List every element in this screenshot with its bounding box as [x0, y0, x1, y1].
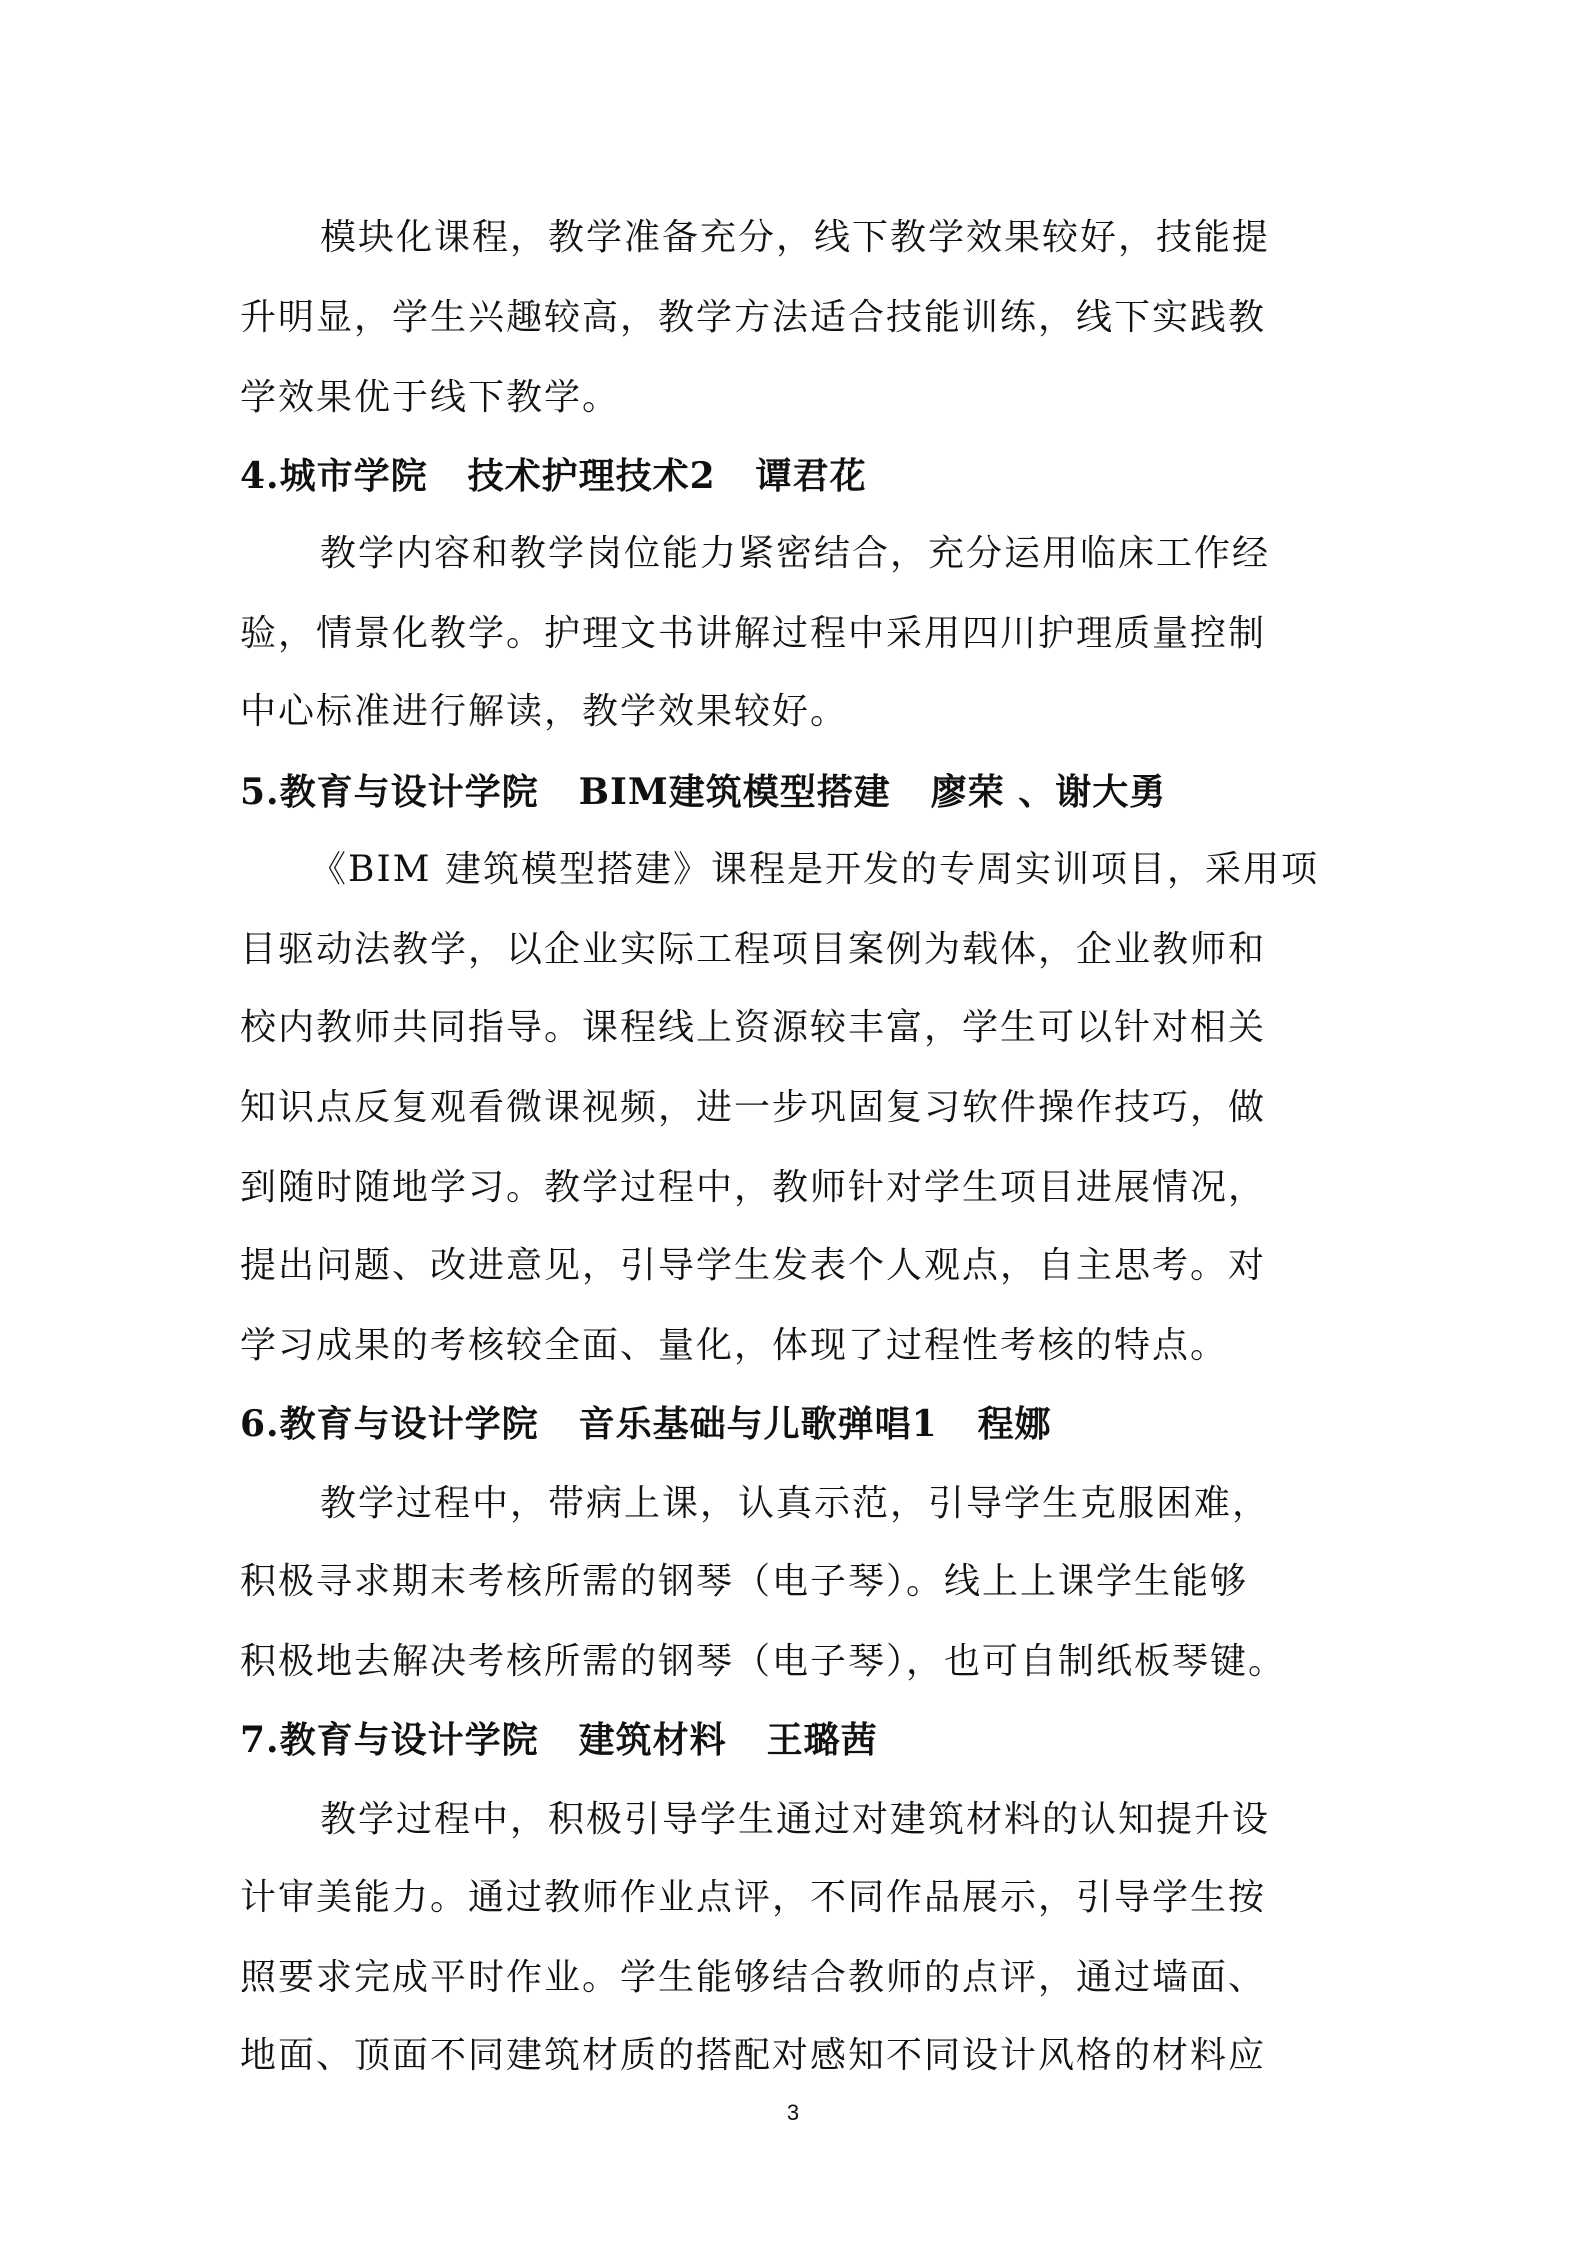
- heading-course: 建筑材料: [578, 1719, 727, 1761]
- heading-teacher: 谭君花: [755, 455, 867, 497]
- paragraph-line: 知识点反复观看微课视频，进一步巩固复习软件操作技巧，做: [240, 1087, 1267, 1128]
- paragraph-line: 《BIM 建筑模型搭建》课程是开发的专周实训项目，采用项: [310, 849, 1319, 890]
- heading-teacher: 程娜: [977, 1403, 1052, 1445]
- paragraph-line: 升明显，学生兴趣较高，教学方法适合技能训练，线下实践教: [240, 297, 1267, 338]
- paragraph-line: 教学过程中，带病上课，认真示范，引导学生克服困难，: [320, 1483, 1271, 1524]
- paragraph-line: 地面、顶面不同建筑材质的搭配对感知不同设计风格的材料应: [240, 2035, 1267, 2076]
- heading-number: 7.: [240, 1719, 280, 1761]
- paragraph-line: 学习成果的考核较全面、量化，体现了过程性考核的特点。: [240, 1325, 1229, 1366]
- paragraph-line: 校内教师共同指导。课程线上资源较丰富，学生可以针对相关: [240, 1007, 1267, 1048]
- paragraph-line: 验，情景化教学。护理文书讲解过程中采用四川护理质量控制: [240, 613, 1267, 654]
- paragraph-line: 学效果优于线下教学。: [240, 377, 621, 418]
- heading-college: 城市学院: [279, 455, 428, 497]
- page-number: 3: [786, 2100, 800, 2125]
- paragraph-line: 到随时随地学习。教学过程中，教师针对学生项目进展情况，: [240, 1167, 1267, 1208]
- section-heading-6: [240, 1400, 1052, 1448]
- heading-number: 4.: [240, 455, 280, 497]
- heading-number: 6.: [240, 1403, 280, 1445]
- section-heading-7: [240, 1716, 878, 1764]
- section-heading-5: [240, 768, 1166, 816]
- heading-number: 5.: [240, 771, 280, 813]
- paragraph-line: 计审美能力。通过教师作业点评，不同作品展示，引导学生按: [240, 1877, 1267, 1918]
- paragraph-line: 提出问题、改进意见，引导学生发表个人观点，自主思考。对: [240, 1245, 1267, 1286]
- paragraph-line: 教学过程中，积极引导学生通过对建筑材料的认知提升设: [320, 1799, 1271, 1840]
- paragraph-line: 积极寻求期末考核所需的钢琴（电子琴）。线上上课学生能够: [240, 1561, 1249, 1602]
- heading-course: BIM建筑模型搭建: [578, 771, 891, 813]
- paragraph-line: 模块化课程，教学准备充分，线下教学效果较好，技能提: [320, 217, 1271, 258]
- heading-teacher: 王璐茜: [766, 1719, 878, 1761]
- heading-college: 教育与设计学院: [279, 1719, 539, 1761]
- section-heading-4: [240, 452, 867, 500]
- heading-college: 教育与设计学院: [279, 1403, 539, 1445]
- paragraph-line: 照要求完成平时作业。学生能够结合教师的点评，通过墙面、: [240, 1957, 1267, 1998]
- paragraph-line: 中心标准进行解读，教学效果较好。: [240, 691, 849, 732]
- heading-teacher: 廖荣 、谢大勇: [930, 771, 1167, 813]
- heading-college: 教育与设计学院: [279, 771, 539, 813]
- heading-course: 技术护理技术2: [467, 455, 716, 497]
- heading-course: 音乐基础与儿歌弹唱1: [578, 1403, 938, 1445]
- paragraph-line: 积极地去解决考核所需的钢琴（电子琴），也可自制纸板琴键。: [240, 1641, 1287, 1682]
- paragraph-line: 目驱动法教学，以企业实际工程项目案例为载体，企业教师和: [240, 929, 1267, 970]
- paragraph-line: 教学内容和教学岗位能力紧密结合，充分运用临床工作经: [320, 533, 1271, 574]
